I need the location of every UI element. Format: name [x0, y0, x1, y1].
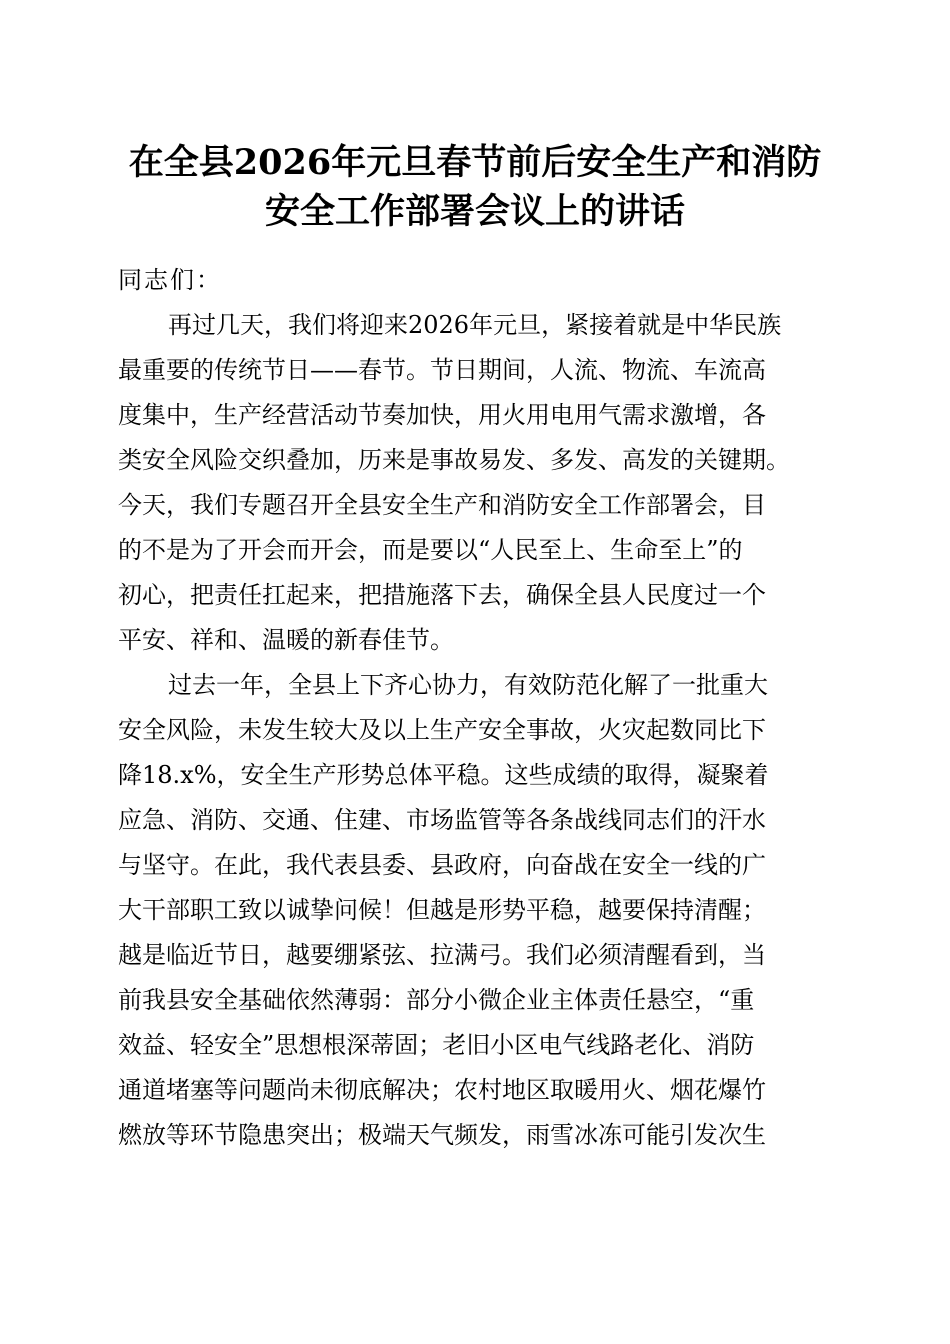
text-line: 安全风险，未发生较大及以上生产安全事故，火灾起数同比下	[118, 716, 766, 744]
title-line: 在全县2026年元旦春节前后安全生产和消防	[128, 142, 822, 183]
text-line: 平安、祥和、温暖的新春佳节。	[118, 626, 454, 654]
paragraph-2	[118, 663, 830, 1158]
text-line: 燃放等环节隐患突出；极端天气频发，雨雪冰冻可能引发次生	[118, 1121, 766, 1149]
greeting: 同志们：	[118, 266, 222, 294]
text-line: 最重要的传统节日——春节。节日期间，人流、物流、车流高	[118, 356, 766, 384]
text-line: 今天，我们专题召开全县安全生产和消防安全工作部署会，目	[118, 491, 766, 519]
text-line: 越是临近节日，越要绷紧弦、拉满弓。我们必须清醒看到，当	[118, 941, 766, 969]
text-line: 类安全风险交织叠加，历来是事故易发、多发、高发的关键期。	[118, 446, 790, 474]
text-line: 效益、轻安全”思想根深蒂固；老旧小区电气线路老化、消防	[118, 1031, 755, 1059]
document-body	[118, 258, 830, 1158]
text-line: 与坚守。在此，我代表县委、县政府，向奋战在安全一线的广	[118, 851, 766, 879]
text-line: 前我县安全基础依然薄弱：部分小微企业主体责任悬空，“重	[118, 986, 755, 1014]
text-line: 初心，把责任扛起来，把措施落下去，确保全县人民度过一个	[118, 581, 766, 609]
text-line: 应急、消防、交通、住建、市场监管等各条战线同志们的汗水	[118, 806, 766, 834]
text-line: 降18.x%，安全生产形势总体平稳。这些成绩的取得，凝聚着	[118, 761, 769, 789]
text-line: 大干部职工致以诚挚问候！但越是形势平稳，越要保持清醒；	[118, 896, 766, 924]
title-line: 安全工作部署会议上的讲话	[264, 191, 685, 232]
text-line: 的不是为了开会而开会，而是要以“人民至上、生命至上”的	[118, 536, 743, 564]
text-line: 通道堵塞等问题尚未彻底解决；农村地区取暖用火、烟花爆竹	[118, 1076, 766, 1104]
text-line: 过去一年，全县上下齐心协力，有效防范化解了一批重大	[168, 671, 768, 699]
paragraph-1	[118, 303, 830, 663]
text-line: 再过几天，我们将迎来2026年元旦，紧接着就是中华民族	[168, 311, 782, 339]
text-line: 度集中，生产经营活动节奏加快，用火用电用气需求激增，各	[118, 401, 766, 429]
document-title	[100, 138, 850, 236]
